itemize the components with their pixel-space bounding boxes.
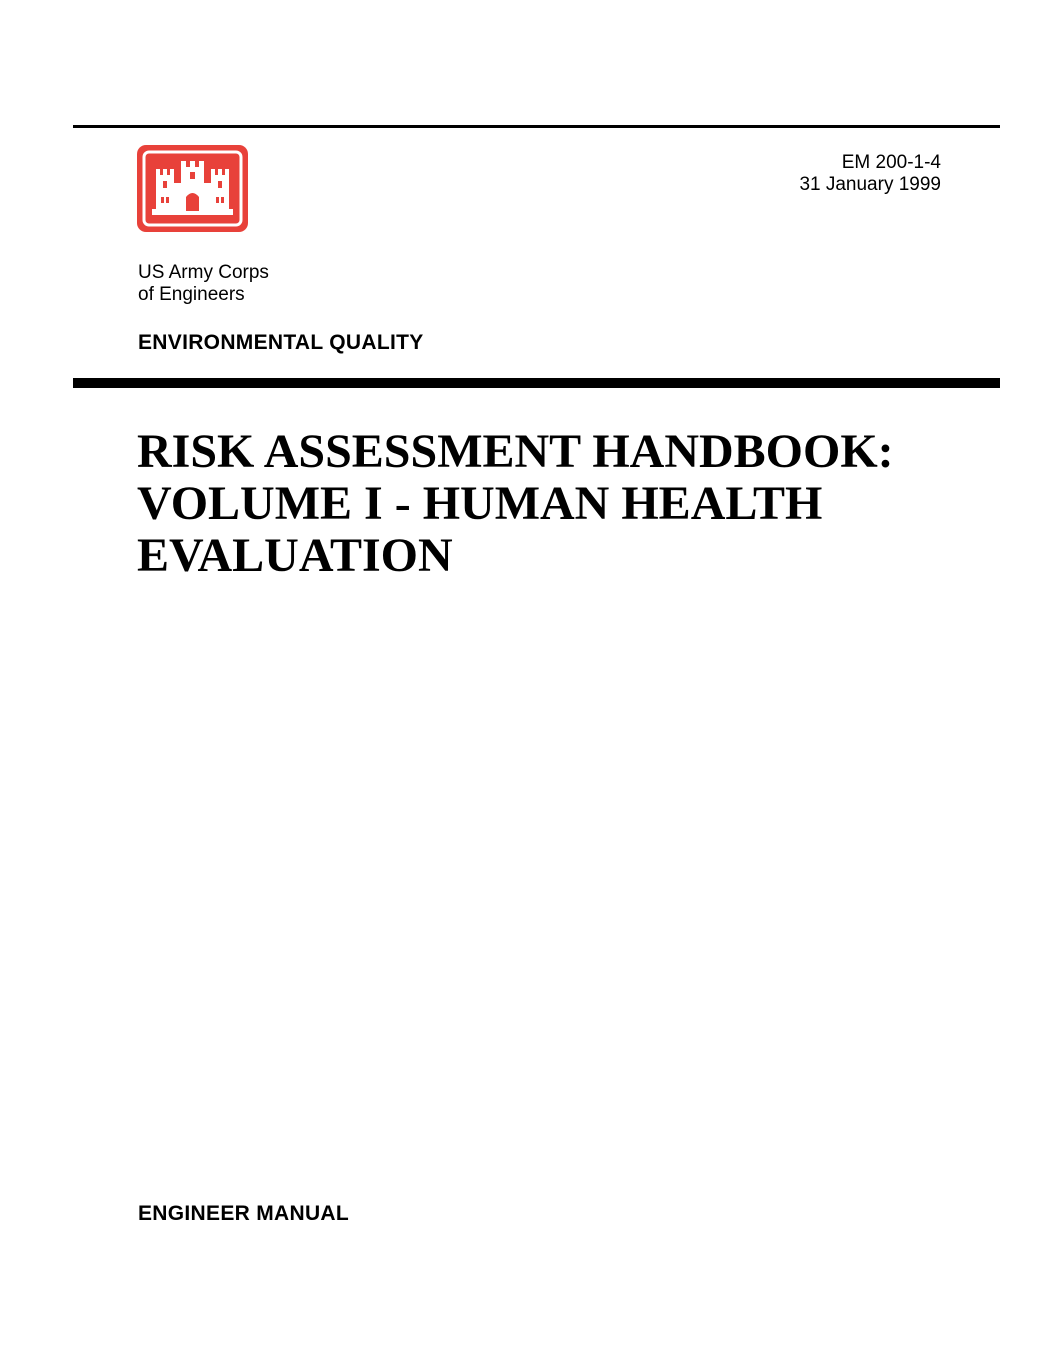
document-metadata xyxy=(799,152,941,196)
category-label: ENVIRONMENTAL QUALITY xyxy=(138,331,424,354)
title-line-1: RISK ASSESSMENT HANDBOOK: xyxy=(137,425,894,478)
organization-name xyxy=(138,262,269,306)
organization-line-1: US Army Corps xyxy=(138,262,269,283)
footer-label: ENGINEER MANUAL xyxy=(138,1202,350,1225)
document-date: 31 January 1999 xyxy=(799,174,941,195)
title-line-2: VOLUME I - HUMAN HEALTH xyxy=(137,477,823,530)
organization-line-2: of Engineers xyxy=(138,284,245,305)
title-line-3: EVALUATION xyxy=(137,529,453,582)
thick-rule xyxy=(73,378,1000,388)
top-rule xyxy=(73,125,1000,128)
document-title xyxy=(137,426,997,582)
castle-icon xyxy=(137,145,248,232)
document-number: EM 200-1-4 xyxy=(841,152,941,173)
